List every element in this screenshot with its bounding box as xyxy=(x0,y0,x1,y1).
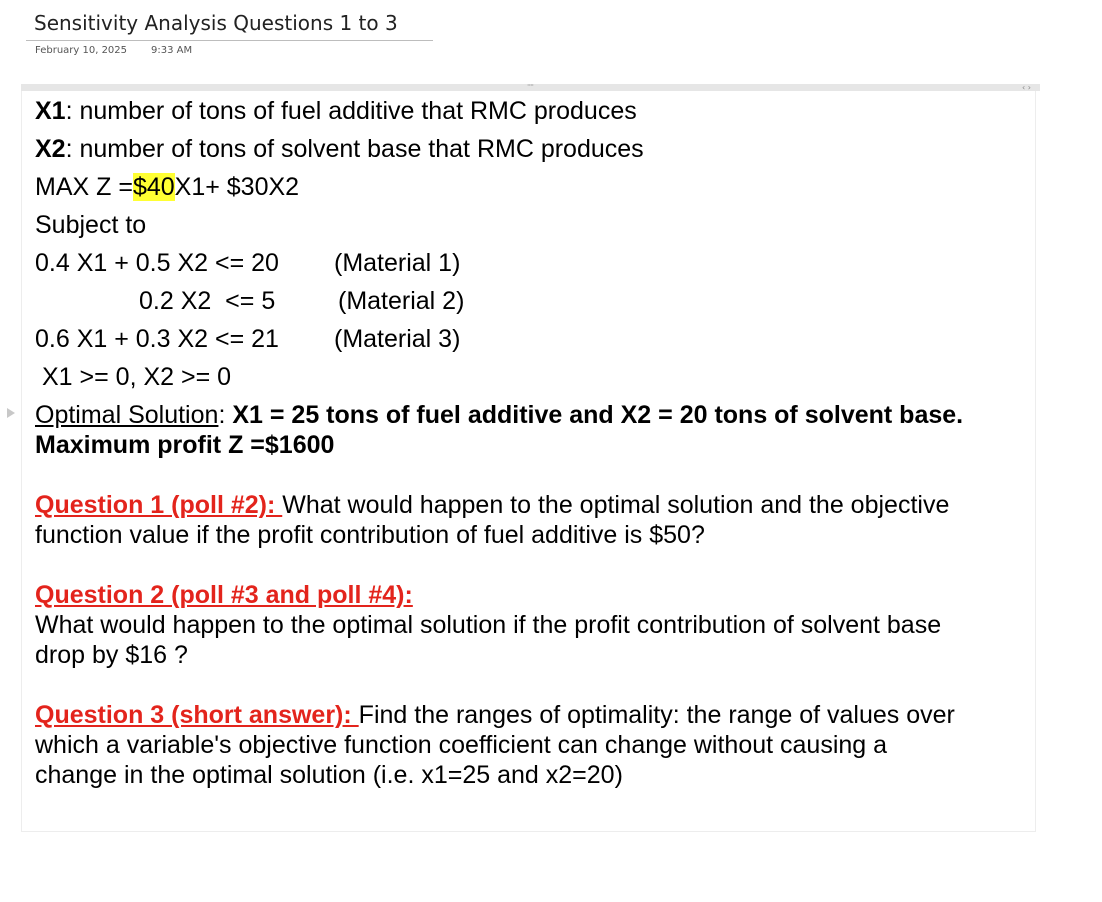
x1-description: : number of tons of fuel additive that RMC produces xyxy=(65,97,637,125)
x2-definition xyxy=(35,135,644,163)
x2-variable: X2 xyxy=(35,135,66,163)
resize-arrows-icon[interactable]: ‹ › xyxy=(1022,83,1031,92)
objective-prefix: MAX Z = xyxy=(35,173,133,201)
optimal-solution-colon: : xyxy=(218,401,233,429)
paragraph-marker-icon[interactable] xyxy=(7,408,15,418)
question-1-label: Question 1 (poll #2): xyxy=(35,491,283,519)
question-1-line-2: function value if the profit contribution of fuel additive is $50? xyxy=(35,521,705,549)
question-1 xyxy=(35,491,949,519)
note-time: 9:33 AM xyxy=(151,45,193,56)
subject-to: Subject to xyxy=(35,211,147,239)
optimal-solution xyxy=(35,401,963,429)
constraint-1-label: (Material 1) xyxy=(334,249,461,277)
question-3-line-3: change in the optimal solution (i.e. x1=25 and x2=20) xyxy=(35,761,623,789)
highlighted-coefficient: $40 xyxy=(132,173,175,201)
question-3-label: Question 3 (short answer): xyxy=(35,701,359,729)
non-negativity: X1 >= 0, X2 >= 0 xyxy=(42,363,232,391)
question-1-line-1: What would happen to the optimal solution and the objective xyxy=(282,491,950,519)
constraint-2-label: (Material 2) xyxy=(338,287,465,315)
objective-function xyxy=(35,173,299,201)
constraint-2: 0.2 X2 <= 5 xyxy=(139,287,276,315)
x1-definition xyxy=(35,97,637,125)
optimal-solution-label: Optimal Solution xyxy=(35,401,219,429)
question-3 xyxy=(35,701,955,729)
question-2-line-1: What would happen to the optimal solution if the profit contribution of solvent base xyxy=(35,611,942,639)
optimal-solution-text: X1 = 25 tons of fuel additive and X2 = 20 tons of solvent base. xyxy=(232,401,964,429)
question-2-line-2: drop by $16 ? xyxy=(35,641,188,669)
x2-description: : number of tons of solvent base that RMC produces xyxy=(65,135,644,163)
constraint-1: 0.4 X1 + 0.5 X2 <= 20 xyxy=(35,249,279,277)
drag-handle-icon[interactable]: ···· xyxy=(526,81,534,90)
x1-variable: X1 xyxy=(35,97,66,125)
page-title[interactable]: Sensitivity Analysis Questions 1 to 3 xyxy=(34,11,398,35)
maximum-profit: Maximum profit Z =$1600 xyxy=(35,431,335,459)
question-2-label xyxy=(35,581,413,609)
constraint-3-label: (Material 3) xyxy=(334,325,461,353)
question-3-line-1: Find the ranges of optimality: the range of values over xyxy=(358,701,955,729)
title-underline xyxy=(26,40,433,41)
objective-rest: X1+ $30X2 xyxy=(174,173,300,201)
constraint-3: 0.6 X1 + 0.3 X2 <= 21 xyxy=(35,325,279,353)
question-2-label-text: Question 2 (poll #3 and poll #4): xyxy=(35,581,413,609)
note-date: February 10, 2025 xyxy=(35,45,128,56)
question-3-line-2: which a variable's objective function coefficient can change without causing a xyxy=(35,731,888,759)
